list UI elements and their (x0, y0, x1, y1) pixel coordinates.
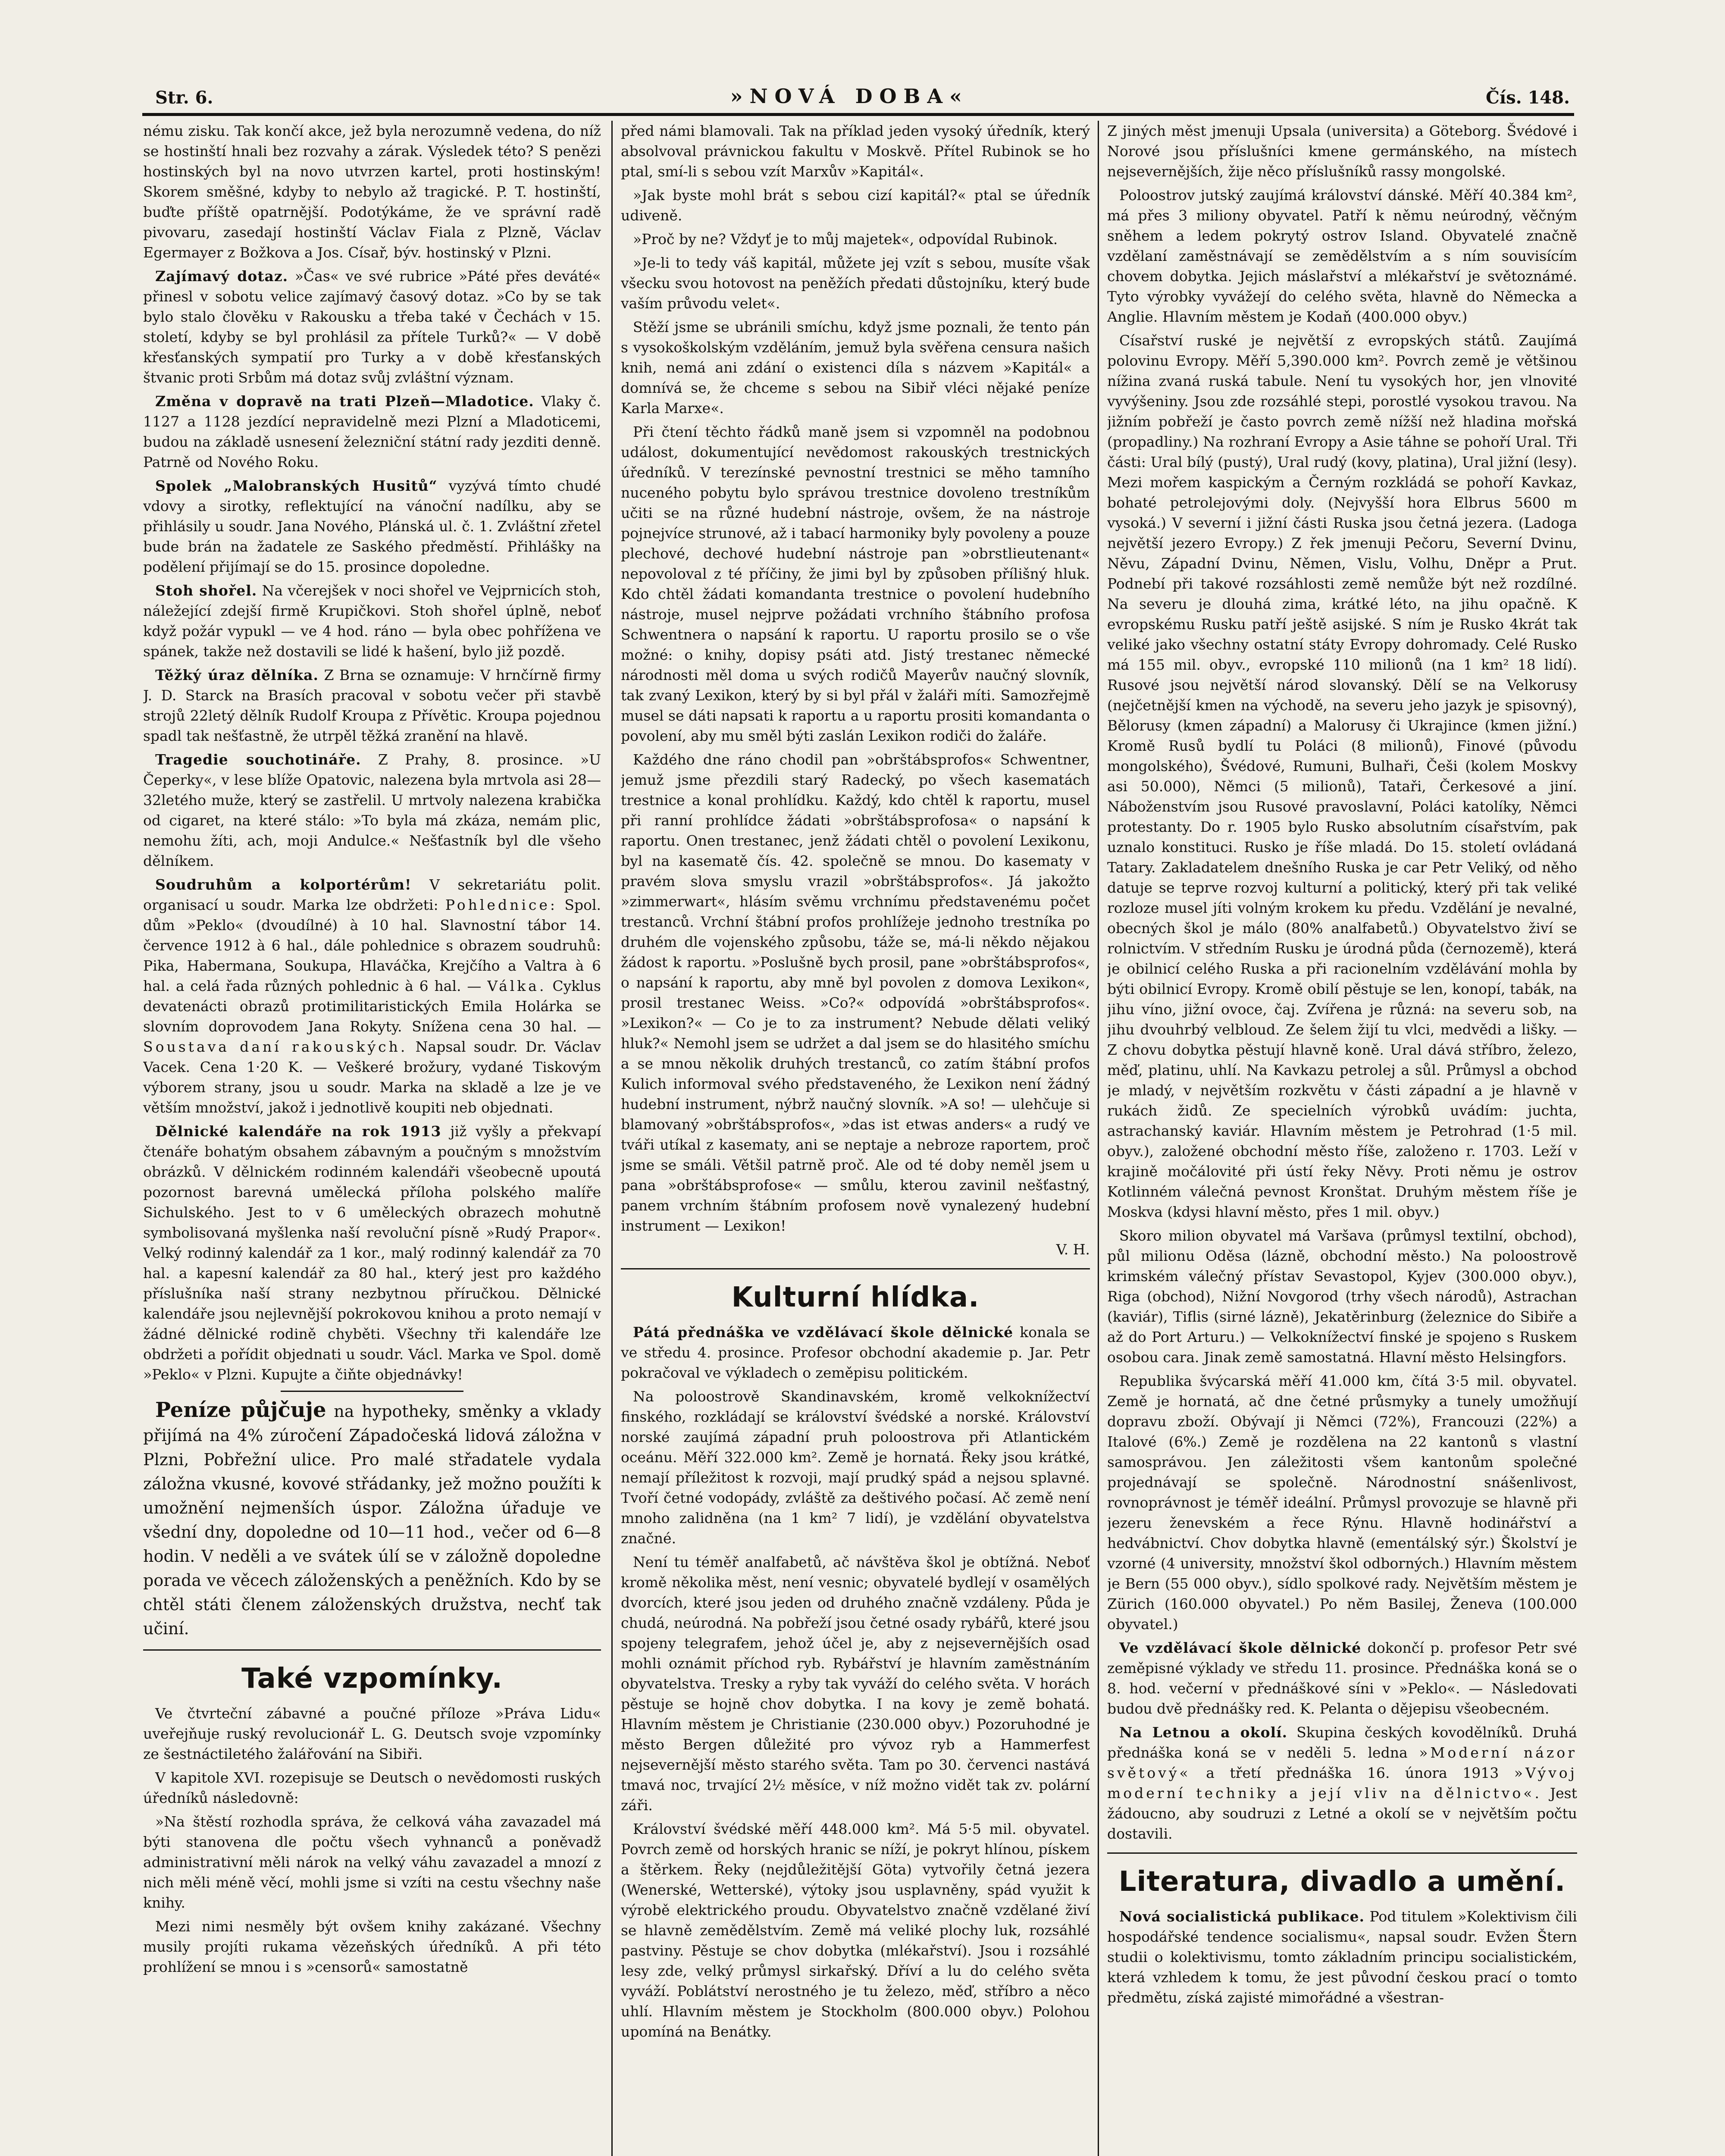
article-paragraph: Na poloostrově Skandinavském, kromě velkoknížectví finského, rozkládají se království švédské a norské. Království norské zaujímá západní pruh poloostrova při Atlantickém oceánu. Měří 322.000 km². Země je hornatá. Řeky jsou krátké, nemají příležitost k rozvoji, mají prudký spád a nejsou splavné. Tvoří četné vodopády, zvláště za deštivého počasí. Ač země není mnoho zalidněna (na 1 km² 7 lidí), je vzdělání obyvatelstva značné. (621, 1388, 1090, 1547)
column-3 (1107, 121, 1577, 2156)
item-heading: Pátá přednáška ve vzdělávací škole dělnické (633, 1324, 1014, 1341)
item-text: již vyšly a překvapí čtenáře bohatým obsahem zábavným a poučným s množstvím obrázků. V dělnickém rodinném kalendáři všeobecně upoutá pozornost barevná umělecká příloha polského malíře Sichulského. Jest to v 6 uměleckých obrazech mohutně symbolisovaná myšlenka naší revoluční písně »Rudý Prapor«. Velký rodinný kalendář za 1 kor., malý rodinný kalendář za 70 hal. a kapesní kalendář za 80 hal., který jest pro každého příslušníka naší strany nezbytnou příručkou. Dělnické kalendáře jsou nejlevnější pokrokovou knihou a proto nemají v žádné dělnické rodině chyběti. Všechny tři kalendáře lze obdržeti a pořídit objednati u soudr. Václ. Marka ve Spol. domě »Peklo« v Plzni. Kupujte a čiňte objednávky! (143, 1123, 601, 1383)
news-item (1107, 1906, 1577, 2008)
divider (1107, 1852, 1577, 1854)
page-header (155, 65, 1570, 108)
masthead-title: »NOVÁ DOBA« (730, 85, 969, 108)
item-text: Jest žádoucno, aby soudruzi z Letné a okolí se v největším počtu dostavili. (1107, 1785, 1577, 1842)
ad-text: na hypotheky, směnky a vklady přijímá na 4% zúročení Západočeská lidová záložna v Plzni, Pobřežní ulice. Pro malé střadatele vydala záložna vkusné, kovové střádanky, jež možno použíti k umožnění nejmenších úspor. Záložna úřaduje ve všední dny, dopoledne od 10—11 hod., večer od 6—8 hodin. V neděli a ve svátek úlí se v záložně dopoledne porada ve věcech záloženských a peněžních. Kdo by se chtěl státi členem záloženských družstva, nechť tak učiní. (143, 1402, 601, 1638)
item-heading: Zajímavý dotaz. (155, 268, 288, 285)
article-paragraph: Poloostrov jutský zaujímá království dánské. Měří 40.384 km², má přes 3 miliony obyvatel. Patří k němu neúrodný, věčným sněhem a ledem pokrytý ostrov Island. Obyvatelé značně vzdělaní zaměstnávají se zemědělstvím a s ním souvisícím chovem dobytka. Jejich máslařství a mlékařství je světoznámé. Tyto výrobky vyvážejí do celého světa, hlavně do Německa a Anglie. Hlavním městem je Kodaň (400.000 obyv.) (1107, 187, 1577, 325)
item-heading: Spolek „Malobranských Husitů“ (155, 477, 438, 494)
item-text: a třetí přednáška 16. února 1913 (1206, 1764, 1499, 1781)
item-heading: Soudruhům a kolportérům! (155, 876, 412, 893)
article-paragraph: Mezi nimi nesměly být ovšem knihy zakázané. Všechny musily projíti rukama vězeňských úředníků. A při této prohlížení se mnou i s »censorů« samostatně (143, 1918, 601, 1975)
divider (143, 1649, 601, 1651)
item-text: Cyklus devatenácti obrazů protimilitaristických Emila Holárka se slovním doprovodem Jana Rokyty. Snížena cena 30 hal. — (143, 978, 601, 1035)
article-paragraph: Při čtení těchto řádků maně jsem si vzpomněl na podobnou událost, dokumentující nevědomost rakouských trestnických úředníků. V terezínské pevnostní trestnici se měho tamního nuceného pobytu bylo správou trestnice dovoleno trestníkům učiti se na různé hudební nástroje, ovšem, že na nástroje pojnejvíce strunové, až i tabací harmoniky byly povoleny a pouze plechové, dechové hudební nástroje pan »obrstlieutenant« nepovoloval z té příčiny, že jimi byl by způsoben přílišný hluk. Kdo chtěl žádati komandanta trestnice o povolení hudebního nástroje, musel nejprve požádati vrchního štábního profosa Schwentnera o napsání k raportu. U raportu prosilo se o vše možné: o knihy, dopisy psáti atd. Jistý trestanec německé národnosti měl doma u svých rodičů Mayerův naučný slovník, tak zvaný Lexikon, který by si byl přál v žaláři míti. Samozřejmě musel se dáti napsati k raportu a u raportu prositi komandanta o povolení, aby mu směl býti zaslán Lexikon rodiči do žaláře. (621, 423, 1090, 744)
item-heading: Tragedie souchotináře. (155, 751, 361, 768)
item-text: Pod titulem »Kolektivism čili hospodářské tendence socialismu«, napsal soudr. Evžen Štern studii o kolektivismu, tomto základním principu socialistickém, která vzhledem k tomu, že jest původní českou prací o tomto předmětu, získá zajisté mimořádné a všestran- (1107, 1908, 1577, 2006)
news-item (143, 874, 601, 1118)
item-heading: Nová socialistická publikace. (1119, 1908, 1365, 1925)
article-paragraph: Království švédské měří 448.000 km². Má 5·5 mil. obyvatel. Povrch země od horských hranic se níží, je pokryt hlínou, pískem a štěrkem. Řeky (nejdůležitější Göta) vytvořily četná jezera (Wenerské, Wetterské), výtoky jsou usplavněny, spád využit k výrobě elektrického proudu. Obyvatelstvo značně vzdělané živí se hlavně zemědělstvím. Země má veliké plochy luk, rozsáhlé pastviny. Pěstuje se chov dobytka (mlékařství). Jsou i rozsáhlé lesy zde, velký průmysl sirkařský. Dříví a lu do celého světa vyváží. Poblátství nerostného je tu železo, měď, stříbro a něco uhlí. Hlavním městem je Stockholm (800.000 obyv.) Polohou upomíná na Benátky. (621, 1821, 1090, 2040)
news-item (143, 665, 601, 746)
author-signature: V. H. (1056, 1241, 1090, 1258)
item-spaced-text: »Vývoj moderní techniky a její vliv na dělnictvo«. (1107, 1764, 1577, 1802)
article-paragraph: Skoro milion obyvatel má Varšava (průmysl textilní, obchod), půl milionu Oděsa (lázně, obchodní město.) Na poloostrově krimském válečný přístav Sevastopol, Kyjev (300.000 obyv.), Riga (obchod), Nižní Novgorod (trhy všech národů), Astrachan (kaviár), Tiflis (sirné lázně), Jekatěrinburg (železnice do Sibiře a až do Port Arturu.) — Velkoknížectví finské je spojeno s Ruskem osobou cara. Jinak země samostatná. Hlavní město Helsingfors. (1107, 1227, 1577, 1366)
item-text: Z Prahy, 8. prosince. »U Čeperky«, v lese blíže Opatovic, nalezena byla mrtvola asi 28—32letého muže, který se zastřelil. U mrtvoly nalezena krabička od cigaret, na které stálo: »To byla má zkáza, nemám plic, nemohu žíti, ach, moji Andulce.« Nešťastník byl dle všeho dělníkem. (143, 751, 601, 869)
section-heading-kulturni-hlidka: Kulturní hlídka. (731, 1282, 980, 1313)
item-text: Napsal soudr. Dr. Václav Vacek. Cena 1·20 K. — Veškeré brožury, vydané Tiskovým výborem strany, jsou u soudr. Marka na skladě a lze je ve větším množství, jakož i jednotlivě koupiti neb objednati. (143, 1038, 601, 1116)
column-1 (143, 121, 601, 2156)
item-text: Na včerejšek v noci shořel ve Vejprnicích stoh, náležející zdejší firmě Krupičkovi. Stoh shořel úplně, neboť když požár vypukl — ve 4 hod. ráno — byla obec pohřížena ve spánek, takže než dostavili se lidé k hašení, bylo již pozdě. (143, 582, 601, 660)
article-paragraph: Z jiných měst jmenuji Upsala (universita) a Göteborg. Švédové i Norové jsou příslušníci kmene germánského, na místech nejsevernějších, žije něco příslušníků rassy mongolské. (1107, 122, 1577, 180)
article-paragraph: Ve čtvrteční zábavné a poučné příloze »Práva Lidu« uveřejňuje ruský revolucionář L. G. Deutsch svoje vzpomínky ze šestnáctiletého žalářování na Sibiři. (143, 1705, 601, 1762)
news-item (143, 476, 601, 577)
article-paragraph: V kapitole XVI. rozepisuje se Deutsch o nevědomosti ruských úředníků následovně: (143, 1769, 601, 1806)
article-paragraph: Není tu téměř analfabetů, ač návštěva škol je obtížná. Neboť kromě několika měst, není vesnic; obyvatelé bydlejí v osamělých dvorcích, které jsou jeden od druhého značně vzdáleny. Půda je chudá, neúrodná. Na pobřeží jsou četné osady rybářů, které jsou spojeny telegrafem, jehož účel je, aby z nejsevernějších osad mohli oznámit příchod ryb. Rybářství je hlavním zaměstnáním obyvatelstva. Tresky a ryby tak vyváží do celého světa. V horách pěstuje se hojně chov dobytka. I na kovy je země bohatá. Hlavním městem je Christianie (230.000 obyv.) Pozoruhodné je město Bergen důležité pro vývoz ryb a Hammerfest nejsevernější město starého světa. Tam po 30. červenci nastává tmavá noc, trvající 2½ měsíce, v níž možno vidět tak zv. polární záři. (621, 1554, 1090, 1814)
divider (281, 1391, 464, 1392)
item-text: konala se ve středu 4. prosince. Profesor obchodní akademie p. Jar. Petr pokračoval ve výkladech o zeměpisu politickém. (621, 1324, 1090, 1381)
column-rule-1 (611, 121, 613, 2156)
news-item (143, 391, 601, 472)
item-spaced-text: Soustava daní rakouských. (143, 1038, 408, 1055)
news-item (143, 580, 601, 661)
section-heading-literatura: Literatura, divadlo a umění. (1118, 1866, 1566, 1898)
article-paragraph: »Na štěstí rozhodla správa, že celková váha zavazadel má býti stanovena dle počtu všech vyhnanců a poněvadž administrativní měli nárok na velký váhu zavazadel a mnozí z nich měli méně věcí, mohli jsme si vzíti na cestu všechny naše knihy. (143, 1813, 601, 1911)
item-text: dokončí p. profesor Petr své zeměpisné výklady ve středu 11. prosince. Přednáška koná se o 8. hod. večerní v přednáškové síni v »Peklo«. — Následovati budou dvě přednášky red. K. Pelanta o dějepisu všeobecném. (1107, 1639, 1577, 1717)
item-heading: Na Letnou a okolí. (1119, 1724, 1288, 1741)
item-spaced-text: Válka. (487, 978, 547, 994)
item-heading: Stoh shořel. (155, 582, 257, 599)
item-heading: Těžký úraz dělníka. (155, 667, 319, 683)
item-text: V sekretariátu polit. organisací u soudr. Marka lze obdržeti: (143, 876, 601, 913)
news-item (143, 266, 601, 388)
news-item (621, 1322, 1090, 1383)
article-paragraph: Stěží jsme se ubránili smíchu, když jsme poznali, že tento pán s vysokoškolským vzděláním, jemuž byla svěřena censura našich knih, nemá ani zdání o existenci díla s názvem »Kapitál« a domnívá se, že chceme s sebou na Sibiř vléci nějaké peníze Karla Marxe«. (621, 319, 1090, 417)
item-heading: Ve vzdělávací škole dělnické (1119, 1639, 1362, 1656)
section-heading-vzpominky: Také vzpomínky. (241, 1663, 503, 1695)
article-paragraph: »Jak byste mohl brát s sebou cizí kapitál?« ptal se úředník udiveně. (621, 187, 1090, 224)
article-paragraph: nému zisku. Tak končí akce, jež byla nerozumně vedena, do níž se hostinští hnali bez rozvahy a zárak. Výsledek této? S penězi hostinských byl na novo utvrzen kartel, proti hostinským! Skorem směšné, kdyby to nebylo až tragické. P. T. hostinští, buďte příště opatrnější. Podotýkáme, že ve správní radě pivovaru, zasedají hostinští Václav Fiala z Plzně, Václav Egermayer z Božkova a Jos. Císař, býv. hostinský v Plzni. (143, 122, 601, 261)
bank-advertisement (143, 1398, 601, 1641)
news-item (143, 749, 601, 871)
article-paragraph: »Proč by ne? Vždyť je to můj majetek«, odpovídal Rubinok. (633, 231, 1058, 248)
page-number: Str. 6. (155, 88, 213, 108)
article-paragraph: Každého dne ráno chodil pan »obrštábsprofos« Schwentner, jemuž jsme přezdili starý Radecký, po všech kasematách trestnice a konal prohlídku. Každý, kdo chtěl k raportu, musel při ranní prohlídce žádati »obrštábsprofosa« o napsání k raportu. Onen trestanec, jenž žádati chtěl o povolení Lexikonu, byl na kasematě čís. 42. společně se mnou. Do kasematy v pravém slova smyslu vrazil »obrštábsprofos«. Já jakožto »zimmerwart«, hlásím svěmu vrchnímu představenému počet trestanců. Vrchní štábní profos prohlížeje jednoho trestníka po druhém dle vojenského způsobu, táže se, má-li někdo nějakou žádost k raportu. »Poslušně bych prosil, pane »obrštábsprofos«, o napsání k raportu, aby mně byl povolen z domova Lexikon«, prosil trestanec Weiss. »Co?« odpovídá »obrštábsprofos«. »Lexikon?« — Co je to za instrument? Nebude dělati veliký hluk?« Nemohl jsem se udržet a dal jsem se do hlasitého smíchu a se mnou několik druhých trestanců, co zatím štábní profos Kulich informoval svého představeného, že Lexikon není žádný hudební instrument, nýbrž naučný slovník. »A so! — ulehčuje si blamovaný »obrštábsprofos«, »das ist etwas anders« a rudý ve tváři utíkal z kasematy, ani se neptaje a nebroze raportem, proč jsme se smáli. Většil patrně proč. Ale od té doby neměl jsem u pana »obrštábsprofose« — smůlu, kterou zavinil nešťastný, panem vrchním štábním profosem nově vynalezený hudební instrument — Lexikon! (621, 751, 1090, 1234)
divider (621, 1268, 1090, 1269)
news-item (1107, 1638, 1577, 1719)
item-heading: Dělnické kalendáře na rok 1913 (155, 1123, 441, 1140)
article-paragraph: Císařství ruské je největší z evropských států. Zaujímá polovinu Evropy. Měří 5,390.000 km². Povrch země je většinou nížina zvaná ruská tabule. Není tu vysokých hor, jen vlnovité vyvýšeniny. Jsou zde rozsáhlé stepi, porostlé vysokou travou. Na jižním pobřeží je často povrch země nížší než hladina mořská (propadliny.) Na rozhraní Evropy a Asie táhne se pohoří Ural. Tři části: Ural bílý (pustý), Ural rudý (kovy, platina), Ural jižní (lesy). Mezi mořem kaspickým a Černým rozkládá se pohoří Kavkaz, bohaté petrolejovými doly. (Nejvyšší hora Elbrus 5600 m vysoká.) V severní i jižní části Ruska jsou četná jezera. (Ladoga největší jezero Evropy.) Z řek jmenuji Pečoru, Severní Dvinu, Něvu, Západní Dvinu, Němen, Vislu, Volhu, Dněpr a Prut. Podnebí při takové rozsáhlosti země nemůže být než rozdílné. Na severu je dlouhá zima, krátké léto, na jihu opačně. K evropskému Rusku patří ještě asijské. S ním je Rusko 4krát tak veliké jako všechny ostatní státy Evropy dohromady. Celé Rusko má 155 mil. obyv., evropské 110 milionů (na 1 km² 18 lidí). Rusové jsou největší národ slovanský. Dělí se na Velkorusy (nejčetnější kmen na východě, na severu jeho jazyk je spisovný), Bělorusy (kmen západní) a Malorusy či Ukrajince (kmen jižní.) Kromě Rusů bydlí tu Poláci (8 milionů), Finové (původu mongolského), Švédové, Rumuni, Bulhaři, Češi (kolem Moskvy asi 50.000), Němci (5 milionů), Tataři, Čerkesové a jiní. Náboženstvím jsou Rusové pravoslavní, Poláci katolíky, Němci protestanty. Do r. 1905 bylo Rusko absolutním císařstvím, pak uznalo konstituci. Rusko je říše mladá. Do 15. století ovládaná Tatary. Zakladatelem dnešního Ruska je car Petr Veliký, od něho datuje se teprve rozvoj kulturní a politický, který při tak veliké rozloze musel jíti volným krokem ku předu. Vzdělání je nevalné, obecných škol je málo (80% analfabetů.) Obyvatelstvo živí se rolnictvím. V středním Rusku je úrodná půda (černozemě), která je obilnicí celého Ruska a při racionelním vzdělávání mohla by býti obilnicí Evropy. Kromě obilí pěstuje se len, konopí, tabák, na jihu víno, jižní ovoce, čaj. Zvířena je různá: na severu sob, na jihu dvouhrbý velbloud. Ze šelem žijí tu vlci, medvědi a lišky. — Z chovu dobytka pěstují hlavně koně. Ural dává stříbro, železo, měď, platinu, uhlí. Na Kavkazu petrolej a sůl. Průmysl a obchod je mladý, v největším rozkvětu v části západní a je hlavně v rukách židů. Ze specielních výrobků uvádím: juchta, astrachanský kaviár. Hlavním městem je Petrohrad (1·5 mil. obyv.), založené obchodní město říše, založeno r. 1703. Leží v krajině močálovité při ústí řeky Něvy. Proti němu je ostrov Kotlinném válečná pevnost Kronštat. Druhým městem říše je Moskva (kdysi hlavní město, přes 1 mil. obyv.) (1107, 332, 1577, 1220)
news-item (143, 1121, 601, 1385)
item-text: Spol. dům »Peklo« (dvoudílné) à 10 hal. Slavnostní tábor 14. července 1912 à 6 hal., dále pohlednice s obrazem soudruhů: Pika, Habermana, Soukupa, Hlaváčka, Krejčího a Valtra à 6 hal. a celá řada různých pohlednic à 6 hal. — (143, 896, 601, 994)
item-spaced-text: Pohlednice: (445, 896, 558, 913)
column-rule-2 (1098, 121, 1099, 2156)
item-spaced-text: »Moderní názor světový« (1107, 1744, 1577, 1781)
item-text: vyzývá tímto chudé vdovy a sirotky, reflektující na vánoční nadílku, aby se přihlásily u soudr. Jana Nového, Plánská ul. č. 1. Zvláštní zřetel bude brán na žadatele ze Saského předměstí. Přihlášky na podělení přijímají se do 15. prosince dopoledne. (143, 477, 601, 575)
news-item (1107, 1722, 1577, 1844)
item-text: Z Brna se oznamuje: V hrnčírně firmy J. D. Starck na Brasích pracoval v sobotu večer při stavbě strojů 22letý dělník Rudolf Kroupa z Přívětic. Kroupa pojednou spadl tak nešťastně, že utrpěl těžká zranění na hlavě. (143, 667, 601, 744)
article-paragraph: před námi blamovali. Tak na příklad jeden vysoký úředník, který absolvoval právnickou fakultu v Moskvě. Přítel Rubinok se ho ptal, smí-li s sebou vzít Marxův »Kapitál«. (621, 122, 1090, 180)
item-heading: Změna v dopravě na trati Plzeň—Mladotice. (155, 393, 534, 410)
item-text: »Čas« ve své rubrice »Páté přes deváté« přinesl v sobotu velice zajímavý časový dotaz. »Co by se tak bylo stalo člověku v Rakousku a třeba také v Čechách v 15. století, kdyby se byl prohlásil za přítele Turků?« — V době křesťanských sympatií pro Turky a v době křesťanských štvanic proti Srbům má dotaz svůj zvláštní význam. (143, 268, 601, 386)
issue-number: Čís. 148. (1486, 88, 1570, 108)
ad-heading: Peníze půjčuje (155, 1398, 326, 1422)
item-text: Vlaky č. 1127 a 1128 jezdící nepravidelně mezi Plzní a Mladoticemi, budou na základě usnesení železniční státní rady jezditi denně. Patrně od Nového Roku. (143, 393, 601, 470)
header-rule (142, 113, 1574, 116)
item-text: Skupina českých kovodělníků. Druhá přednáška koná se v neděli 5. ledna (1107, 1724, 1577, 1761)
column-2 (621, 121, 1090, 2156)
article-paragraph: »Je-li to tedy váš kapitál, můžete jej vzít s sebou, musíte však všecku svou hotovost na peněžích předati důstojníku, který bude vaším průvodu velet«. (621, 254, 1090, 312)
article-paragraph: Republika švýcarská měří 41.000 km, čítá 3·5 mil. obyvatel. Země je hornatá, ač dne četné průsmyky a tunely umožňují dopravu zboží. Obývají ji Němci (72%), Francouzi (22%) a Italové (6%.) Země je rozdělena na 22 kantonů s vlastní samosprávou. Jen záležitosti všem kantonům společné projednávají se společně. Národnostní snášenlivost, rovnoprávnost je téměř ideální. Průmysl provozuje se hlavně při jezeru ženevském a řece Rýnu. Hlavně hodinářství a hedvábnictví. Chov dobytka hlavně (ementálský sýr.) Školství je vzorné (4 university, množství škol odborných.) Hlavním městem je Bern (55 000 obyv.), sídlo spolkové rady. Největším městem je Zürich (160.000 obyvatel.) Po něm Basilej, Ženeva (100.000 obyvatel.) (1107, 1373, 1577, 1633)
